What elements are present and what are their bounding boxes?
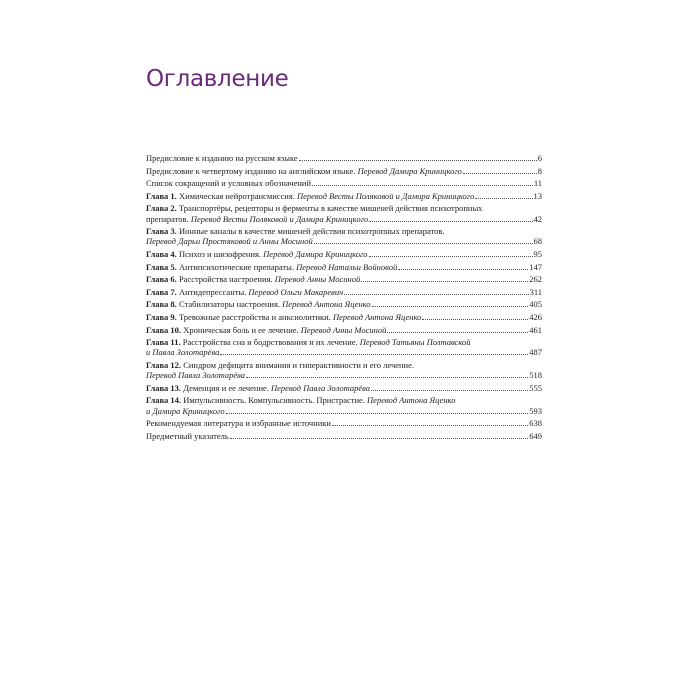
toc-entry-text bbox=[146, 418, 331, 428]
entry-title: Стабилизаторы настроения. bbox=[176, 299, 283, 310]
toc-entry-text bbox=[146, 153, 298, 163]
dot-leader bbox=[463, 173, 537, 174]
dot-leader bbox=[230, 438, 529, 439]
toc-entry[interactable] bbox=[146, 418, 542, 428]
dot-leader bbox=[369, 256, 533, 257]
toc-entry-text bbox=[146, 360, 414, 370]
chapter-number: Глава 14. bbox=[146, 395, 182, 406]
translator-credit: Перевод Антона Яценко bbox=[367, 395, 456, 406]
entry-title: Расстройства сна и бодрствования и их лечение. bbox=[180, 337, 360, 348]
entry-title: Рекомендуемая литература и избранные источники bbox=[146, 418, 331, 429]
translator-credit: Перевод Анны Мосиной bbox=[274, 274, 361, 285]
chapter-number: Глава 10. bbox=[146, 324, 182, 335]
dot-leader bbox=[387, 332, 528, 333]
translator-credit: Перевод Натальи Войновой bbox=[296, 261, 398, 272]
chapter-number: Глава 7. bbox=[146, 286, 177, 297]
page-number: 311 bbox=[529, 286, 542, 297]
toc-entry[interactable] bbox=[146, 287, 542, 297]
toc-entry-text bbox=[146, 312, 421, 322]
dot-leader bbox=[246, 377, 528, 378]
dot-leader bbox=[361, 281, 528, 282]
page-number: 8 bbox=[537, 165, 542, 176]
dot-leader bbox=[371, 390, 528, 391]
page-number: 147 bbox=[529, 261, 542, 272]
toc-entry-text bbox=[146, 383, 370, 393]
entry-title: Антидепрессанты. bbox=[176, 286, 249, 297]
translator-credit: Перевод Татьяны Полтавской bbox=[359, 337, 471, 348]
toc-entry[interactable] bbox=[146, 383, 542, 393]
toc-entry-text bbox=[146, 178, 311, 188]
chapter-number: Глава 4. bbox=[146, 248, 177, 259]
toc-entry[interactable] bbox=[146, 249, 542, 259]
translator-credit: Перевод Ольги Макаревич bbox=[248, 286, 344, 297]
page-number: 95 bbox=[533, 248, 542, 259]
dot-leader bbox=[332, 425, 528, 426]
toc-entry-text bbox=[146, 236, 313, 246]
page-number: 649 bbox=[529, 430, 542, 441]
toc-entry-text bbox=[146, 395, 455, 405]
translator-credit: Перевод Весты Поляковой и Дамира Криницкого bbox=[297, 190, 475, 201]
chapter-number: Глава 8. bbox=[146, 299, 177, 310]
page-number: 638 bbox=[529, 418, 542, 429]
chapter-number: Глава 2. bbox=[146, 203, 177, 214]
entry-title: Расстройства настроения. bbox=[176, 274, 275, 285]
page-number: 405 bbox=[529, 299, 542, 310]
page-number: 42 bbox=[533, 213, 542, 224]
toc-entry-text bbox=[146, 299, 371, 309]
toc-entry-text bbox=[146, 274, 360, 284]
toc-entry[interactable] bbox=[146, 325, 542, 335]
entry-title: Список сокращений и условных обозначений bbox=[146, 178, 312, 189]
entry-title: Предисловие к изданию на русском языке bbox=[146, 153, 298, 163]
chapter-number: Глава 11. bbox=[146, 337, 181, 348]
translator-credit: и Павла Золотарёва bbox=[146, 347, 220, 358]
entry-title: Транспортёры, рецепторы и ферменты в качестве мишеней действия психотропных bbox=[176, 203, 483, 214]
toc-entry-text bbox=[146, 191, 474, 201]
toc-entry-text bbox=[146, 249, 368, 259]
dot-leader bbox=[220, 354, 528, 355]
toc-entry[interactable] bbox=[146, 226, 542, 246]
toc-entry[interactable] bbox=[146, 191, 542, 201]
entry-title: Антипсихотические препараты. bbox=[176, 261, 297, 272]
toc-entry-text bbox=[146, 347, 219, 357]
toc-entry[interactable] bbox=[146, 153, 542, 163]
translator-credit: Перевод Павла Золотарёва bbox=[146, 370, 246, 381]
dot-leader bbox=[372, 306, 529, 307]
page-number: 13 bbox=[533, 190, 542, 201]
dot-leader bbox=[299, 160, 537, 161]
toc-entry[interactable] bbox=[146, 203, 542, 223]
chapter-number: Глава 6. bbox=[146, 274, 177, 285]
toc-entry-text bbox=[146, 214, 368, 224]
dot-leader bbox=[344, 294, 528, 295]
chapter-number: Глава 12. bbox=[146, 359, 182, 370]
translator-credit: Перевод Дамира Криницкого bbox=[357, 165, 462, 176]
entry-title: Деменция и ее лечение. bbox=[181, 382, 272, 393]
toc-entry-text bbox=[146, 287, 343, 297]
toc-entry[interactable] bbox=[146, 312, 542, 322]
toc-entry-text bbox=[146, 226, 445, 236]
page-number: 426 bbox=[529, 311, 542, 322]
dot-leader bbox=[312, 185, 533, 186]
entry-title: Импульсивность. Компульсивность. Пристрастие. bbox=[181, 395, 368, 406]
entry-title: Тревожные расстройства и анксиолитики. bbox=[176, 311, 333, 322]
toc-entry[interactable] bbox=[146, 395, 542, 415]
translator-credit: Перевод Весты Поляковой и Дамира Криницкого bbox=[190, 213, 369, 224]
toc-entry-text bbox=[146, 203, 482, 213]
page-number: 11 bbox=[533, 178, 542, 189]
translator-credit: Перевод Дарьи Простяковой и Анны Мосиной bbox=[146, 236, 313, 247]
translator-credit: Перевод Антона Яценко bbox=[332, 311, 422, 322]
entry-title: Синдром дефицита внимания и гиперактивности и его лечение. bbox=[181, 359, 414, 370]
entry-title: препаратов. bbox=[146, 213, 191, 224]
dot-leader bbox=[475, 198, 532, 199]
dot-leader bbox=[226, 413, 529, 414]
dot-leader bbox=[398, 269, 528, 270]
chapter-number: Глава 5. bbox=[146, 261, 177, 272]
dot-leader bbox=[369, 221, 532, 222]
toc-entry-text bbox=[146, 325, 386, 335]
toc-entry[interactable] bbox=[146, 262, 542, 272]
toc-entry-text bbox=[146, 166, 462, 176]
chapter-number: Глава 9. bbox=[146, 311, 177, 322]
toc-entry-text bbox=[146, 406, 225, 416]
page-number: 487 bbox=[529, 347, 542, 358]
page-title: Оглавление bbox=[146, 66, 289, 92]
entry-title: Психоз и шизофрения. bbox=[176, 248, 264, 259]
entry-title: Предметный указатель bbox=[146, 430, 229, 441]
toc-entry[interactable] bbox=[146, 360, 542, 380]
translator-credit: Перевод Дамира Криницкого bbox=[263, 248, 368, 259]
translator-credit: Перевод Антона Яценко bbox=[282, 299, 371, 310]
toc-entry[interactable] bbox=[146, 274, 542, 284]
page-number: 461 bbox=[529, 324, 542, 335]
translator-credit: Перевод Анны Мосиной bbox=[300, 324, 387, 335]
dot-leader bbox=[422, 319, 528, 320]
chapter-number: Глава 1. bbox=[146, 190, 177, 201]
entry-title: Хроническая боль и ее лечение. bbox=[181, 324, 301, 335]
toc-entry-text bbox=[146, 262, 397, 272]
toc-entry[interactable] bbox=[146, 431, 542, 441]
toc-entry-text bbox=[146, 370, 245, 380]
page-number: 68 bbox=[533, 236, 542, 247]
page-number: 262 bbox=[529, 274, 542, 285]
chapter-number: Глава 3. bbox=[146, 226, 177, 237]
entry-title: Предисловие к четвертому изданию на английском языке. bbox=[146, 165, 358, 176]
page-number: 6 bbox=[537, 153, 542, 163]
translator-credit: Перевод Павла Золотарёва bbox=[271, 382, 371, 393]
page-number: 518 bbox=[529, 370, 542, 381]
toc-entry[interactable] bbox=[146, 337, 542, 357]
page-number: 555 bbox=[529, 382, 542, 393]
table-of-contents bbox=[146, 153, 542, 443]
dot-leader bbox=[314, 243, 533, 244]
toc-entry[interactable] bbox=[146, 299, 542, 309]
entry-title: Химическая нейротрансмиссия. bbox=[176, 190, 297, 201]
toc-entry-text bbox=[146, 337, 470, 347]
toc-entry[interactable] bbox=[146, 166, 542, 176]
toc-entry[interactable] bbox=[146, 178, 542, 188]
toc-entry-text bbox=[146, 431, 229, 441]
chapter-number: Глава 13. bbox=[146, 382, 182, 393]
translator-credit: и Дамира Криницкого bbox=[146, 405, 225, 416]
page-number: 593 bbox=[529, 405, 542, 416]
entry-title: Ионные каналы в качестве мишеней действия психотропных препаратов. bbox=[176, 226, 445, 237]
